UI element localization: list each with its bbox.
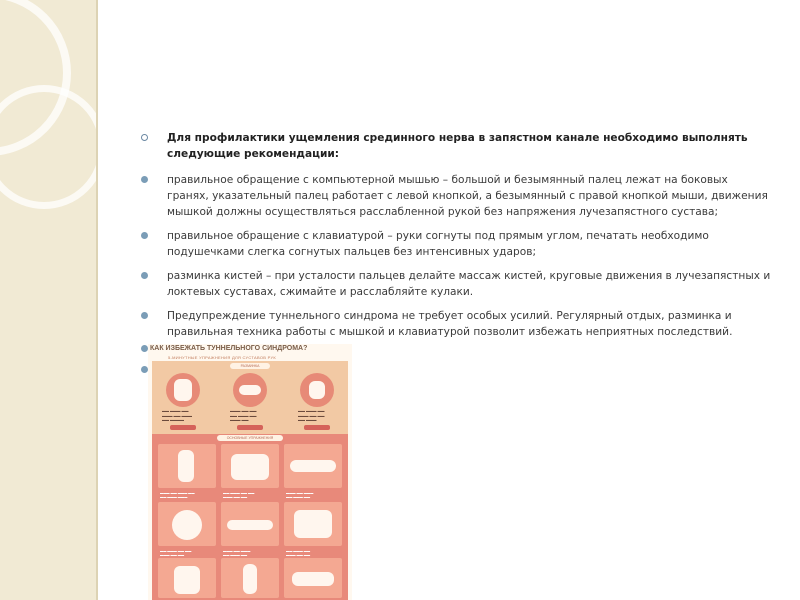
bullet-item: разминка кистей – при усталости пальцев делайте массаж кистей, круговые движения в лучезапястных и локтевых суставах, сжимайте и расслабляйте кулаки. [141, 268, 771, 300]
exercise-illustration [158, 444, 216, 488]
bullet-icon [141, 312, 148, 319]
bullet-list [141, 130, 771, 340]
section-label-warmup: РАЗМИНКА [230, 363, 270, 369]
bullet-item: Предупреждение туннельного синдрома не требует особых усилий. Регулярный отдых, разминка и правильная техника работы с мышкой и клавиатурой позволит избежать неприятных последствий. [141, 308, 771, 340]
bullet-icon [141, 176, 148, 183]
bullet-item: правильное обращение с компьютерной мышью – большой и безымянный палец лежат на боковых гранях, указательный палец работает с левой кнопкой, а безымянный с правой кнопкой мыши, движения мышкой должны осуществляться расслабленной рукой без напряжения лучезапястного сустава; [141, 172, 771, 220]
exercise-illustration [284, 502, 342, 546]
section-label-main: ОСНОВНЫЕ УПРАЖНЕНИЯ [217, 435, 283, 441]
decorative-ring [0, 85, 106, 209]
hollow-bullet-icon [141, 134, 148, 141]
infographic-subtitle: 5-МИНУТНЫЕ УПРАЖНЕНИЯ ДЛЯ СУСТАВОВ РУК [168, 355, 276, 360]
hand-illustration [233, 373, 267, 407]
exercise-illustration [158, 558, 216, 598]
bullet-item: правильное обращение с клавиатурой – руки согнуты под прямым углом, печатать необходимо подушечками слегка согнутых пальцев без интенсивных ударов; [141, 228, 771, 260]
exercise-illustration [221, 444, 279, 488]
hand-illustration [300, 373, 334, 407]
exercise-infographic-image [148, 344, 352, 600]
exercise-illustration [221, 502, 279, 546]
caption-block: ▬▬ ▬▬▬ ▬▬ ▬▬▬ ▬▬ ▬▬▬ ▬▬ ▬▬▬▬ [162, 409, 192, 422]
exercise-illustration [284, 444, 342, 488]
warmup-section [152, 361, 348, 434]
main-exercises-section: ОСНОВНЫЕ УПРАЖНЕНИЯ ▬▬▬ ▬▬ ▬▬▬ ▬▬ ▬▬ ▬▬▬ ▬▬▬ ▬▬ ▬▬▬ ▬▬ ▬▬ ▬▬▬ ▬▬ ▬▬ ▬▬▬ ▬▬ ▬▬▬ ▬▬ ▬▬▬ ▬▬ ▬▬ ▬▬▬ ▬▬ ▬▬ ▬▬▬ ▬▬ ▬▬ ▬▬▬ ▬▬ ▬▬▬ ▬▬ ▬▬▬ ▬▬ ▬▬ ▬▬▬ ▬▬ ▬▬▬ ▬▬ ▬▬ [152, 434, 348, 600]
empty-bullet-icon [141, 345, 148, 352]
exercise-illustration [158, 502, 216, 546]
caption-block: ▬▬ ▬▬▬ ▬▬ ▬▬▬ ▬▬ ▬▬ ▬▬ ▬▬▬ [298, 409, 325, 422]
bullet-icon [141, 272, 148, 279]
decorative-sidebar [0, 0, 96, 600]
hand-illustration [166, 373, 200, 407]
infographic-title: КАК ИЗБЕЖАТЬ ТУННЕЛЬНОГО СИНДРОМА? [150, 345, 308, 352]
bullet-heading: Для профилактики ущемления срединного нерва в запястном канале необходимо выполнять следующие рекомендации: [141, 130, 771, 162]
exercise-illustration [221, 558, 279, 598]
slide-content [141, 130, 771, 348]
caption-block: ▬▬▬ ▬▬ ▬▬ ▬▬ ▬▬▬ ▬▬ ▬▬▬ ▬▬ [230, 409, 257, 422]
exercise-illustration [284, 558, 342, 598]
empty-bullet-icon [141, 366, 148, 373]
bullet-icon [141, 232, 148, 239]
sidebar-divider [96, 0, 98, 600]
